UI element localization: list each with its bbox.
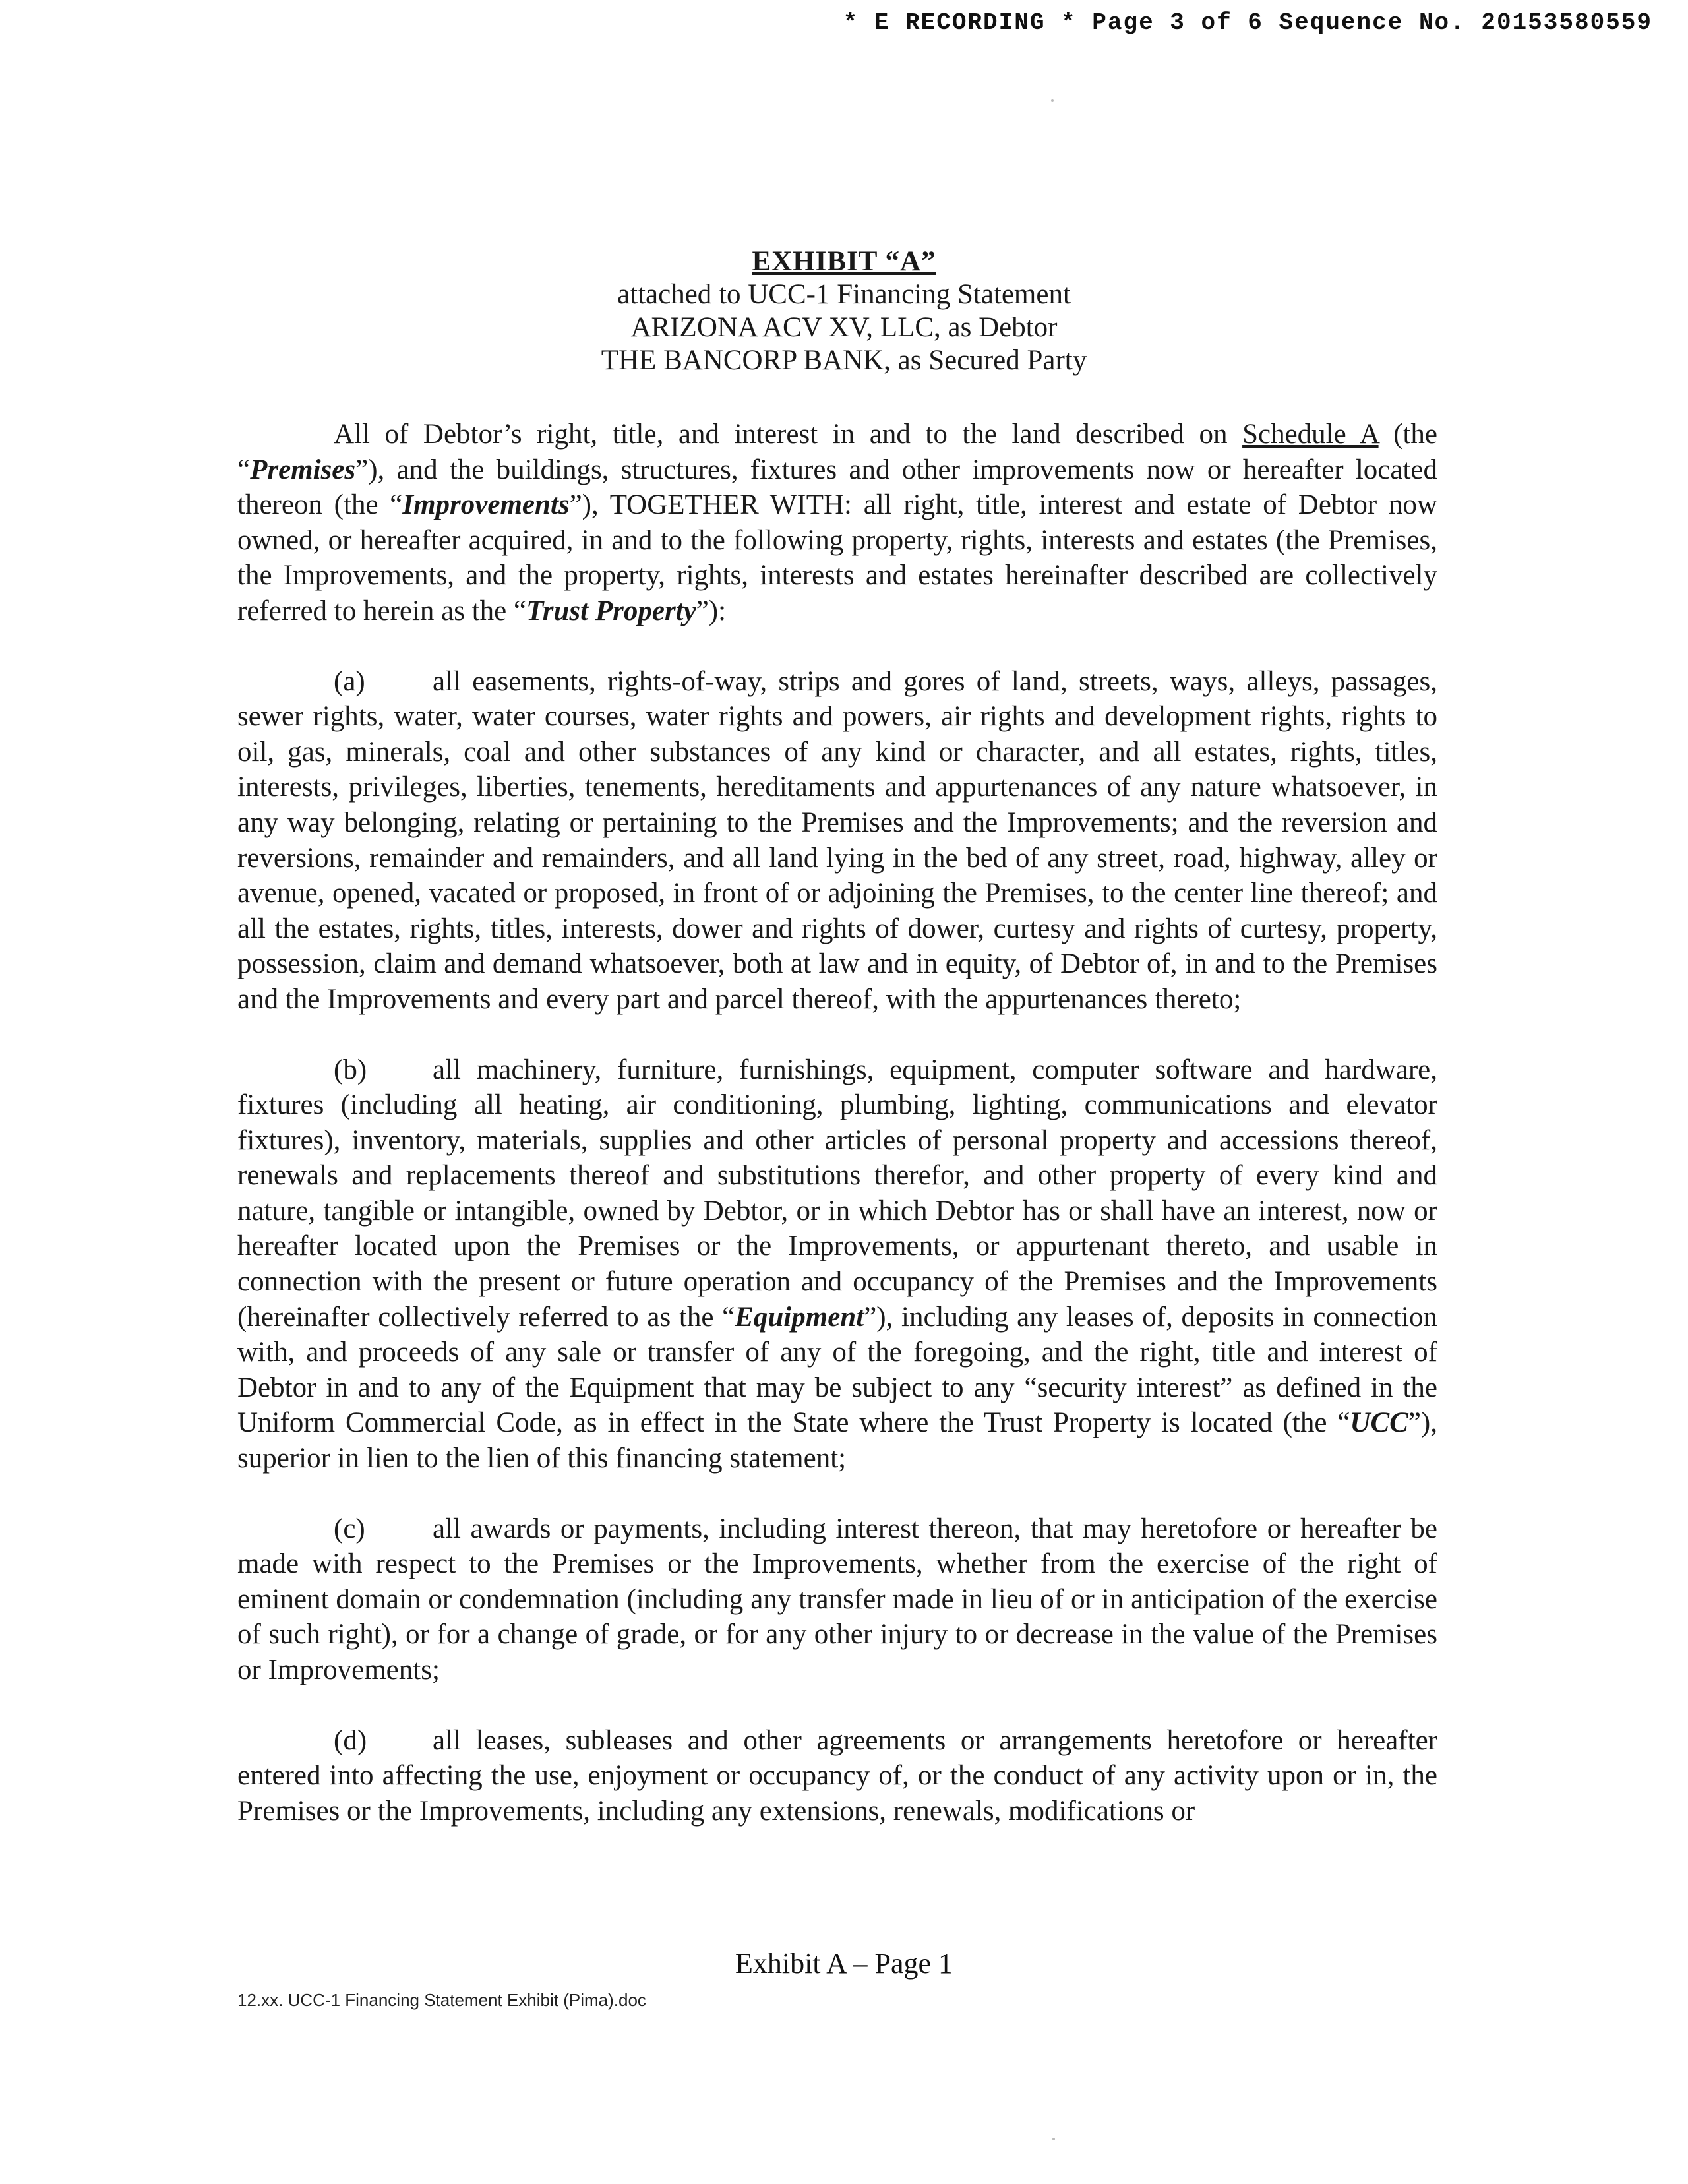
defined-term-ucc: UCC: [1350, 1407, 1408, 1439]
schedule-a-reference: Schedule A: [1242, 419, 1379, 450]
title-debtor-line: ARIZONA ACV XV, LLC, as Debtor: [630, 312, 1058, 343]
page-footer-label: Exhibit A – Page 1: [735, 1947, 953, 1980]
clause-text: all awards or payments, including interest thereon, that may heretofore or hereafter be made with respect to the Premises or the Improvements, whether from the exercise of the right of eminent domain or condemnation (including any transfer made in lieu of or in anticipation of the exercise of such right), or for a change of grade, or for any other injury to or decrease in the value of the Premises or Improvements;: [237, 1513, 1437, 1685]
clause-text: ”), including any leases of, deposits in connection with, and proceeds of any sale or transfer of any of the foregoing, and the right, title and interest of Debtor in and to any of the Equipment that may be subject to any “security interest” as defined in the Uniform Commercial Code, as in effect in the State where the Trust Property is located (the “: [237, 1301, 1437, 1439]
scan-speck: [1052, 2138, 1055, 2140]
document-body: [237, 417, 1437, 1864]
scan-speck: [1051, 99, 1054, 102]
clause-text: all leases, subleases and other agreements or arrangements heretofore or hereafter entered into affecting the use, enjoyment or occupancy of, or the conduct of any activity upon or in, the Premises or the Improvements, including any extensions, renewals, modifications or: [237, 1724, 1437, 1827]
clause-label: (b): [334, 1054, 367, 1085]
title-attached-line: attached to UCC-1 Financing Statement: [617, 279, 1071, 310]
intro-paragraph: [237, 417, 1437, 629]
clause-d: [237, 1723, 1437, 1829]
intro-text: All of Debtor’s right, title, and interest in and to the land described on: [334, 419, 1243, 450]
intro-text: ”):: [696, 595, 727, 626]
title-secured-party-line: THE BANCORP BANK, as Secured Party: [601, 345, 1087, 376]
footer-file-name: 12.xx. UCC-1 Financing Statement Exhibit (Pima).doc: [237, 1990, 646, 2010]
defined-term-equipment: Equipment: [735, 1301, 864, 1333]
clause-label: (a): [334, 665, 365, 697]
clause-a: [237, 664, 1437, 1017]
clause-label: (c): [334, 1513, 365, 1544]
clause-text: all machinery, furniture, furnishings, equipment, computer software and hardware, fixtures (including all heating, air conditioning, plumbing, lighting, communications and elevator fixtures), inventory, materials, supplies and other articles of personal property and accessions thereof, renewals and replacements thereof and substitutions therefor, and other property of every kind and nature, tangible or intangible, owned by Debtor, or in which Debtor has or shall have an interest, now or hereafter located upon the Premises or the Improvements, or appurtenant thereto, and usable in connection with the present or future operation and occupancy of the Premises and the Improvements (hereinafter collectively referred to as the “: [237, 1054, 1437, 1333]
defined-term-trust-property: Trust Property: [526, 595, 696, 626]
clause-label: (d): [334, 1724, 367, 1756]
defined-term-premises: Premises: [250, 454, 356, 485]
intro-text: ”), and the buildings, structures, fixtures and other improvements now or hereafter located thereon (the “: [237, 454, 1437, 521]
clause-text: ”), superior in lien to the lien of this financing statement;: [237, 1407, 1437, 1474]
exhibit-title: EXHIBIT “A”: [752, 246, 936, 277]
clause-c: [237, 1511, 1437, 1688]
intro-text: ”), TOGETHER WITH: all right, title, interest and estate of Debtor now owned, or hereafter acquired, in and to the following property, rights, interests and estates (the Premises, the Improvements, and the property, rights, interests and estates hereinafter described are collectively referred to herein as the “: [237, 489, 1437, 626]
intro-text: (the “: [237, 419, 1438, 485]
clause-b: [237, 1052, 1437, 1476]
clause-text: all easements, rights-of-way, strips and gores of land, streets, ways, alleys, passages, sewer rights, water, water courses, water rights and powers, air rights and development rights, rights to oil, gas, minerals, coal and other substances of any kind or character, and all estates, rights, titles, interests, privileges, liberties, tenements, hereditaments and appurtenances of any nature whatsoever, in any way belonging, relating or pertaining to the Premises and the Improvements; and the reversion and reversions, remainder and remainders, and all land lying in the bed of any street, road, highway, alley or avenue, opened, vacated or proposed, in front of or adjoining the Premises, to the center line thereof; and all the estates, rights, titles, interests, dower and rights of dower, curtesy and rights of curtesy, property, possession, claim and demand whatsoever, both at law and in equity, of Debtor of, in and to the Premises and the Improvements and every part and parcel thereof, with the appurtenances thereto;: [237, 665, 1437, 1015]
defined-term-improvements: Improvements: [402, 489, 570, 521]
exhibit-title-block: [0, 245, 1688, 377]
recording-header: * E RECORDING * Page 3 of 6 Sequence No. 20153580559: [843, 9, 1652, 36]
